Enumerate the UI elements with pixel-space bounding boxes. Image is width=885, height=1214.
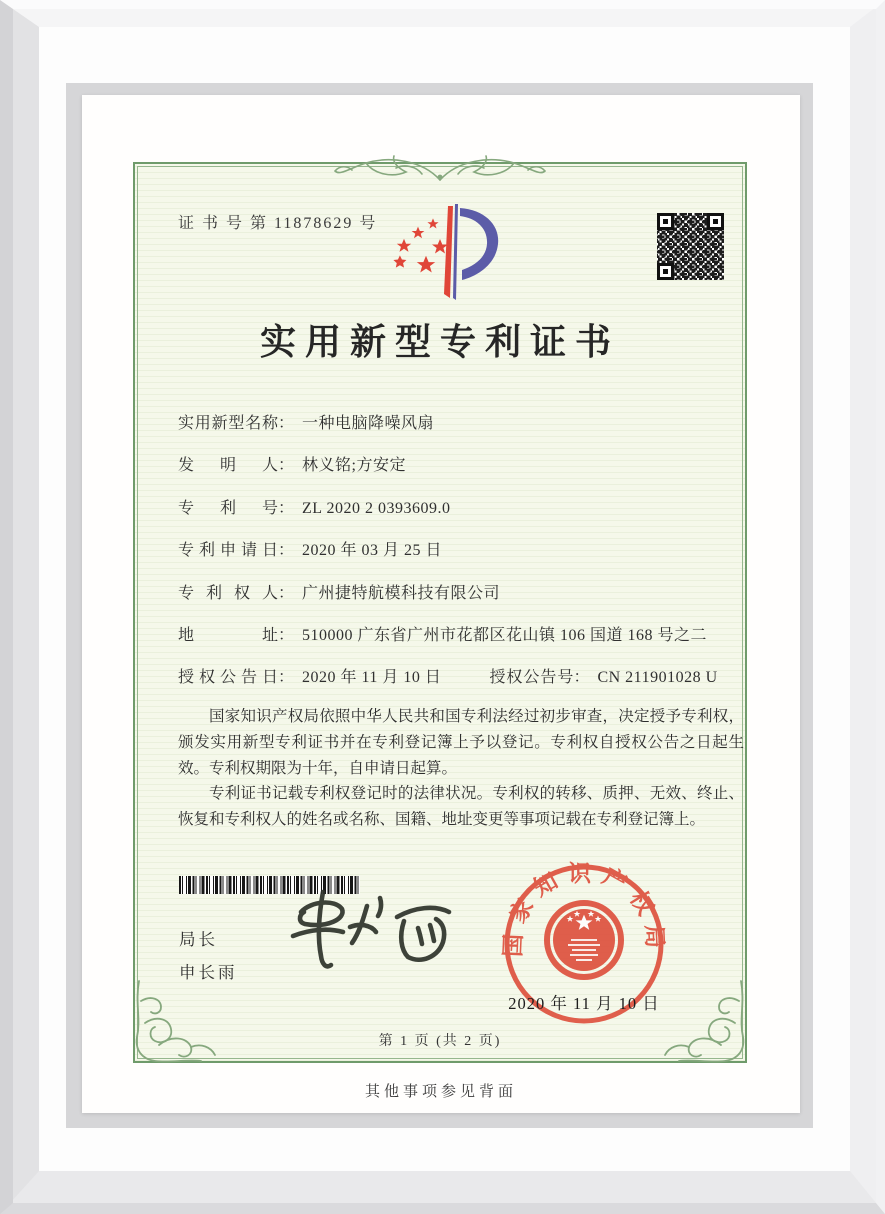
back-side-note: 其他事项参见背面 <box>364 1084 517 1100</box>
signer-name: 申长雨 <box>179 963 238 982</box>
field-colon: ： <box>278 499 295 517</box>
grant-number-value: CN 211901028 U <box>597 669 718 687</box>
field-row-address <box>178 622 717 664</box>
qr-finder-icon <box>657 263 674 280</box>
seal-ring-text: 国家知识产权局 <box>500 860 668 958</box>
field-label: 专利号 <box>178 499 278 517</box>
field-value: 广州捷特航模科技有限公司 <box>302 584 501 602</box>
certificate-number: 证 书 号 第 11878629 号 <box>178 215 378 232</box>
qr-code-icon <box>657 213 724 280</box>
field-label: 实用新型名称 <box>178 415 278 432</box>
field-colon: ： <box>278 415 295 432</box>
top-flourish-ornament <box>332 148 548 190</box>
legal-paragraph-1: 国家知识产权局依照中华人民共和国专利法经过初步审查，决定授予专利权，颁发实用新型专利证书并在专利登记簿上予以登记。专利权自授权公告之日起生效。专利权期限为十年，自申请日起算。 <box>178 708 744 777</box>
certificate-paper <box>82 95 800 1113</box>
signer-title: 局长 <box>179 930 218 949</box>
field-label: 地址 <box>178 626 278 644</box>
field-colon: ： <box>573 669 590 687</box>
legal-paragraphs <box>178 704 744 833</box>
field-label: 专利权人 <box>178 584 278 602</box>
qr-finder-icon <box>707 213 724 230</box>
corner-flourish-icon <box>657 975 749 1067</box>
seal-date: 2020 年 11 月 10 日 <box>508 994 660 1013</box>
certificate-border <box>133 162 747 1063</box>
field-colon: ： <box>278 584 295 602</box>
field-colon: ： <box>278 542 295 560</box>
field-rows <box>178 410 717 707</box>
handwritten-signature-icon <box>263 872 468 982</box>
field-label: 授权公告日 <box>178 669 278 687</box>
field-value: 一种电脑降噪风扇 <box>302 415 435 432</box>
certificate-title: 实用新型专利证书 <box>259 322 620 362</box>
legal-paragraph-2: 专利证书记载专利权登记时的法律状况。专利权的转移、质押、无效、终止、恢复和专利权人的姓名或名称、国籍、地址变更等事项记载在专利登记簿上。 <box>178 785 744 829</box>
field-label: 授权公告号 <box>489 669 574 687</box>
field-row-name <box>178 410 717 452</box>
field-colon: ： <box>278 457 295 475</box>
field-value: ZL 2020 2 0393609.0 <box>302 499 451 517</box>
field-row-patentee <box>178 580 717 622</box>
field-label: 发明人 <box>178 457 278 475</box>
field-row-inventor <box>178 452 717 494</box>
field-row-patent-number <box>178 495 717 537</box>
field-label: 专利申请日 <box>178 542 278 560</box>
field-value: 林义铭;方安定 <box>302 457 406 475</box>
field-value: 2020 年 03 月 25 日 <box>302 542 443 560</box>
field-row-filing-date <box>178 537 717 579</box>
signer-block <box>179 926 238 992</box>
field-row-grant <box>178 664 717 706</box>
grant-date-value: 2020 年 11 月 10 日 <box>302 669 442 687</box>
field-colon: ： <box>278 669 295 687</box>
cnipa-logo-icon <box>390 202 502 302</box>
qr-finder-icon <box>657 213 674 230</box>
field-value: 510000 广东省广州市花都区花山镇 106 国道 168 号之二 <box>302 626 708 644</box>
field-colon: ： <box>278 626 295 644</box>
page-number: 第 1 页 (共 2 页) <box>378 1034 502 1049</box>
